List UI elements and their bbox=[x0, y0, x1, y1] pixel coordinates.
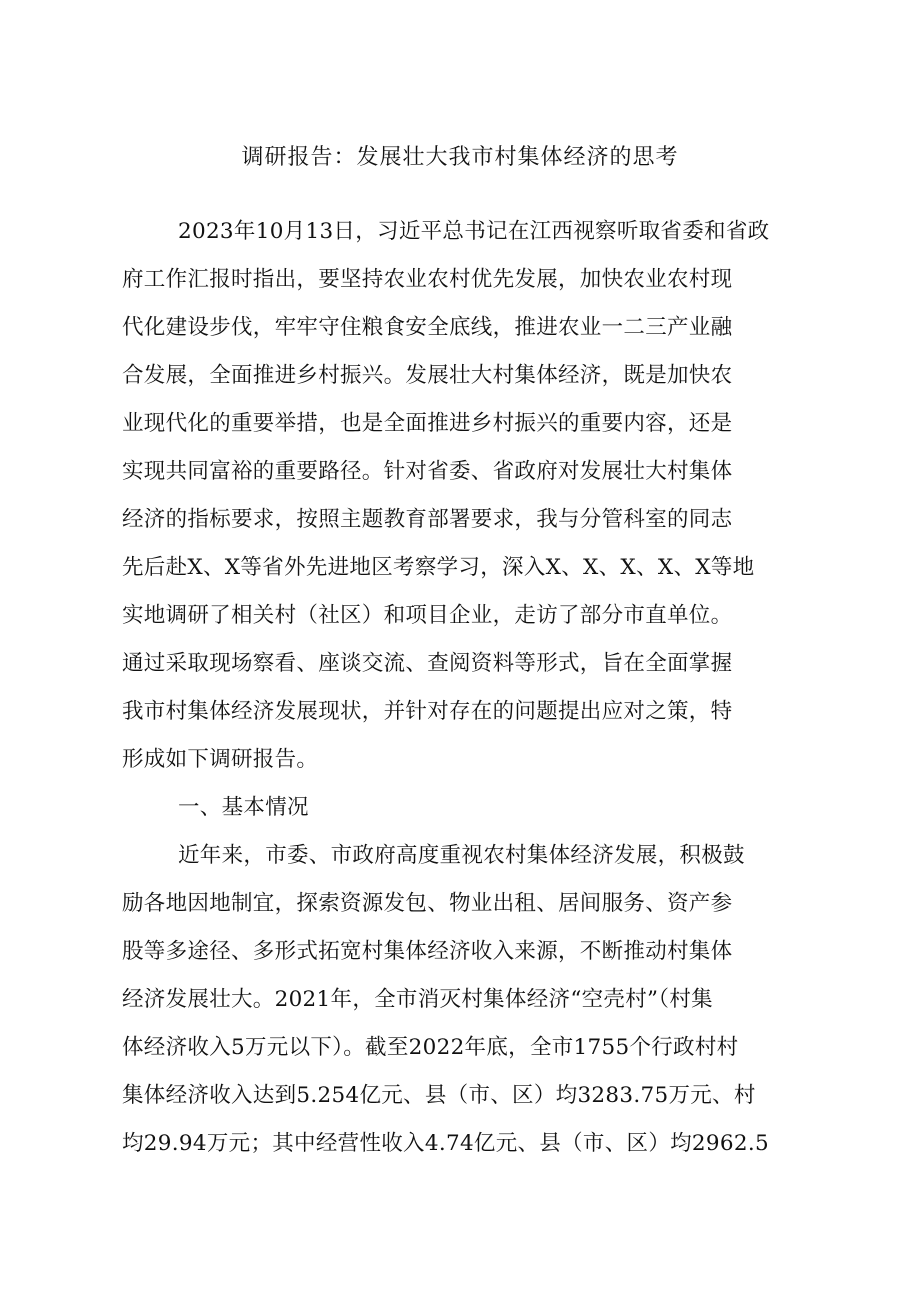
text-line: 励各地因地制宜，探索资源发包、物业出租、居间服务、资产参 bbox=[122, 891, 733, 916]
text-line: 府工作汇报时指出，要坚持农业农村优先发展，加快农业农村现 bbox=[122, 267, 733, 292]
text-line: 实现共同富裕的重要路径。针对省委、省政府对发展壮大村集体 bbox=[122, 459, 733, 484]
text-line: 先后赴X、X等省外先进地区考察学习，深入X、X、X、X、X等地 bbox=[122, 555, 755, 580]
document-title: 调研报告：发展壮大我市村集体经济的思考 bbox=[241, 145, 679, 170]
text-line: 均29.94万元；其中经营性收入4.74亿元、县（市、区）均2962.5 bbox=[122, 1131, 769, 1156]
text-line: 经济发展壮大。2021年，全市消灭村集体经济“空壳村”（村集 bbox=[122, 987, 713, 1012]
text-line: 2023年10月13日，习近平总书记在江西视察听取省委和省政 bbox=[178, 219, 770, 244]
section-heading: 一、基本情况 bbox=[178, 795, 309, 820]
document-body bbox=[122, 208, 802, 1168]
text-line: 通过采取现场察看、座谈交流、查阅资料等形式，旨在全面掌握 bbox=[122, 651, 733, 676]
text-line: 实地调研了相关村（社区）和项目企业，走访了部分市直单位。 bbox=[122, 603, 733, 628]
text-line: 近年来，市委、市政府高度重视农村集体经济发展，积极鼓 bbox=[178, 843, 745, 868]
text-line: 合发展，全面推进乡村振兴。发展壮大村集体经济，既是加快农 bbox=[122, 363, 733, 388]
text-line: 代化建设步伐，牢牢守住粮食安全底线，推进农业一二三产业融 bbox=[122, 315, 733, 340]
text-line: 体经济收入5万元以下）。截至2022年底，全市1755个行政村村 bbox=[122, 1035, 739, 1060]
text-line: 我市村集体经济发展现状，并针对存在的问题提出应对之策，特 bbox=[122, 699, 733, 724]
text-line: 股等多途径、多形式拓宽村集体经济收入来源，不断推动村集体 bbox=[122, 939, 733, 964]
text-line: 业现代化的重要举措，也是全面推进乡村振兴的重要内容，还是 bbox=[122, 411, 733, 436]
text-line: 经济的指标要求，按照主题教育部署要求，我与分管科室的同志 bbox=[122, 507, 733, 532]
text-line: 形成如下调研报告。 bbox=[122, 747, 319, 772]
text-line: 集体经济收入达到5.254亿元、县（市、区）均3283.75万元、村 bbox=[122, 1083, 756, 1108]
